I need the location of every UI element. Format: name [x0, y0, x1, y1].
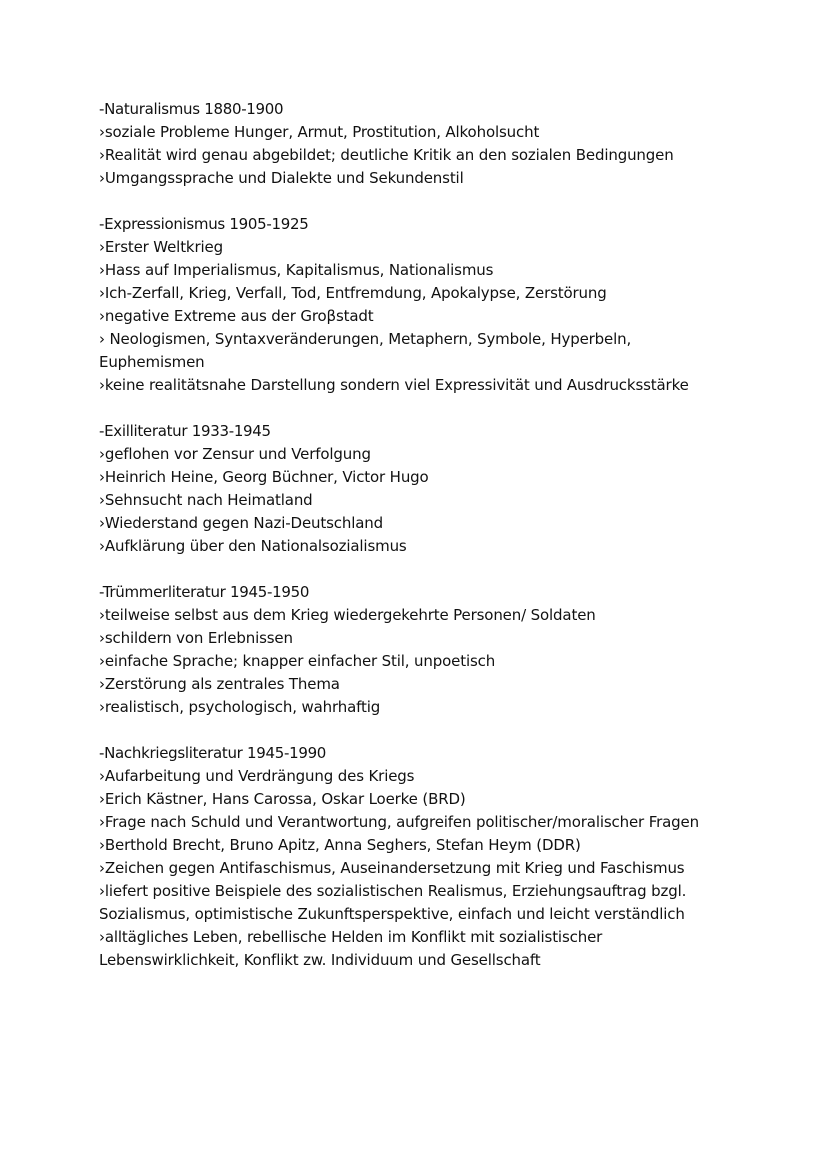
section-heading: -Naturalismus 1880-1900 [99, 100, 284, 118]
section-heading: -Exilliteratur 1933-1945 [99, 422, 271, 440]
section-nachkriegsliteratur [99, 742, 789, 972]
bullet-line: ›alltägliches Leben, rebellische Helden im Konflikt mit sozialistischer [99, 928, 603, 946]
bullet-line-continuation: Lebenswirklichkeit, Konflikt zw. Individuum und Gesellschaft [99, 951, 541, 969]
bullet-line: ›Frage nach Schuld und Verantwortung, aufgreifen politischer/moralischer Fragen [99, 813, 699, 831]
bullet-line: ›geflohen vor Zensur und Verfolgung [99, 445, 371, 463]
bullet-line-continuation: Euphemismen [99, 353, 205, 371]
section-exilliteratur [99, 420, 789, 558]
bullet-line: ›Wiederstand gegen Nazi-Deutschland [99, 514, 384, 532]
bullet-line: ›Heinrich Heine, Georg Büchner, Victor Hugo [99, 468, 429, 486]
bullet-line: ›Ich-Zerfall, Krieg, Verfall, Tod, Entfremdung, Apokalypse, Zerstörung [99, 284, 607, 302]
bullet-line: ›teilweise selbst aus dem Krieg wiedergekehrte Personen/ Soldaten [99, 606, 596, 624]
bullet-line: ›Hass auf Imperialismus, Kapitalismus, Nationalismus [99, 261, 494, 279]
bullet-line: ›Aufarbeitung und Verdrängung des Kriegs [99, 767, 415, 785]
section-heading: -Trümmerliteratur 1945-1950 [99, 583, 310, 601]
bullet-line: ›liefert positive Beispiele des sozialistischen Realismus, Erziehungsauftrag bzgl. [99, 882, 687, 900]
section-expressionismus [99, 213, 789, 397]
bullet-line: ›Erich Kästner, Hans Carossa, Oskar Loerke (BRD) [99, 790, 466, 808]
section-truemmerliteratur [99, 581, 789, 719]
bullet-line: ›schildern von Erlebnissen [99, 629, 293, 647]
bullet-line: ›Zeichen gegen Antifaschismus, Auseinandersetzung mit Krieg und Faschismus [99, 859, 685, 877]
bullet-line: ›keine realitätsnahe Darstellung sondern viel Expressivität und Ausdrucksstärke [99, 376, 689, 394]
bullet-line: ›soziale Probleme Hunger, Armut, Prostitution, Alkoholsucht [99, 123, 540, 141]
document-page [99, 98, 789, 995]
bullet-line: ›realistisch, psychologisch, wahrhaftig [99, 698, 381, 716]
bullet-line: ›negative Extreme aus der Groβstadt [99, 307, 374, 325]
section-heading: -Nachkriegsliteratur 1945-1990 [99, 744, 327, 762]
bullet-line: ›Realität wird genau abgebildet; deutliche Kritik an den sozialen Bedingungen [99, 146, 674, 164]
bullet-line: ›Umgangssprache und Dialekte und Sekundenstil [99, 169, 464, 187]
bullet-line: ›einfache Sprache; knapper einfacher Stil, unpoetisch [99, 652, 496, 670]
bullet-line: ›Erster Weltkrieg [99, 238, 223, 256]
section-heading: -Expressionismus 1905-1925 [99, 215, 309, 233]
bullet-line: › Neologismen, Syntaxveränderungen, Metaphern, Symbole, Hyperbeln, [99, 330, 632, 348]
bullet-line-continuation: Sozialismus, optimistische Zukunftsperspektive, einfach und leicht verständlich [99, 905, 685, 923]
bullet-line: ›Aufklärung über den Nationalsozialismus [99, 537, 407, 555]
section-naturalismus [99, 98, 789, 190]
bullet-line: ›Zerstörung als zentrales Thema [99, 675, 340, 693]
bullet-line: ›Berthold Brecht, Bruno Apitz, Anna Seghers, Stefan Heym (DDR) [99, 836, 581, 854]
bullet-line: ›Sehnsucht nach Heimatland [99, 491, 313, 509]
